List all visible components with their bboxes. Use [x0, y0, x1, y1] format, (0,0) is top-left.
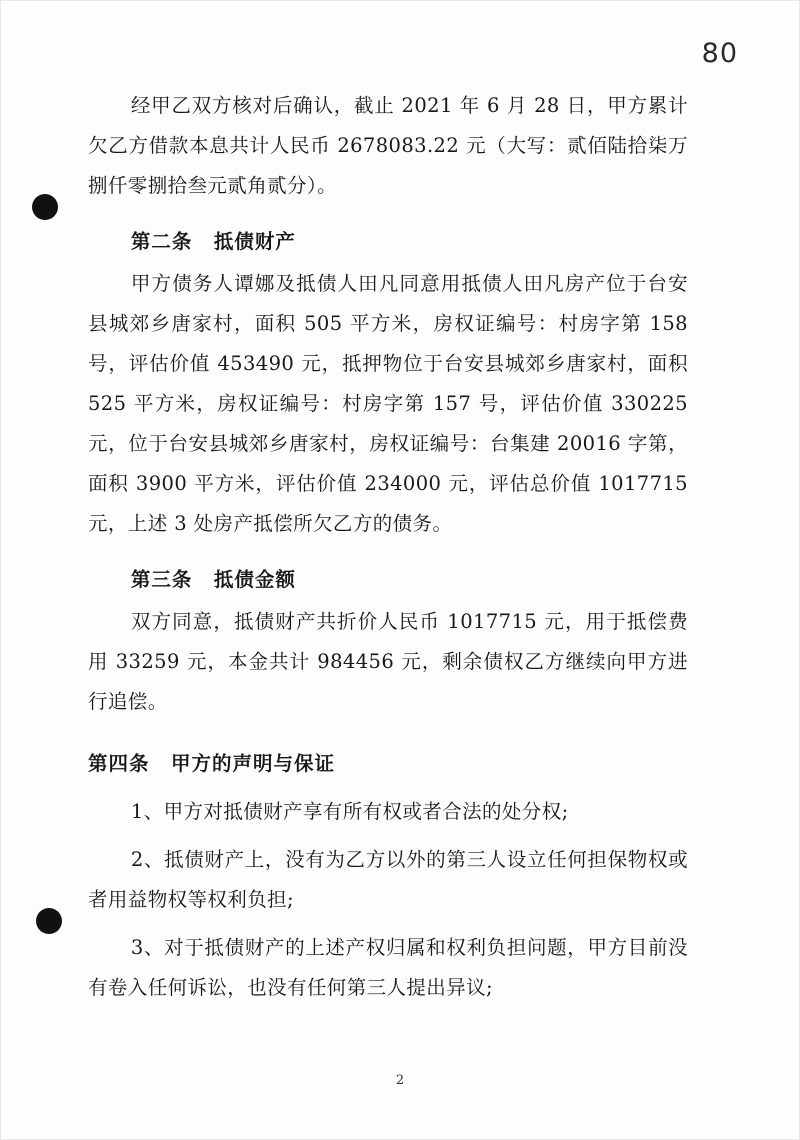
- paragraph-clause-3: 3、对于抵债财产的上述产权归属和权利负担问题，甲方目前没有卷入任何诉讼，也没有任何第三人提出异议;: [88, 936, 688, 999]
- heading-number: 第三条: [130, 568, 193, 591]
- document-body: [88, 86, 688, 1010]
- heading-article-two: [88, 222, 688, 262]
- heading-number: 第二条: [130, 230, 193, 253]
- paragraph-debt-confirmation: 经甲乙双方核对后确认，截止 2021 年 6 月 28 日，甲方累计欠乙方借款本息共计人民币 2678083.22 元（大写：贰佰陆拾柒万捌仟零捌拾叁元贰角贰分）。: [88, 94, 688, 197]
- heading-title: 甲方的声明与保证: [170, 752, 335, 775]
- page-number: 2: [395, 1073, 405, 1088]
- paragraph-clause-2: 2、抵债财产上，没有为乙方以外的第三人设立任何担保物权或者用益物权等权利负担;: [88, 848, 688, 911]
- paragraph-debt-property: 甲方债务人谭娜及抵债人田凡同意用抵债人田凡房产位于台安县城郊乡唐家村，面积 505 平方米，房权证编号：村房字第 158 号，评估价值 453490 元，抵押物位于台安县城郊乡唐家村，面积 525 平方米，房权证编号：村房字第 157 号，评估价值 330225 元，位于台安县城郊乡唐家村，房权证编号：台集建 20016 字第，面积 3900 平方米，评估价值 234000 元，评估总价值 1017715 元，上述 3 处房产抵偿所欠乙方的债务。: [88, 272, 688, 535]
- heading-article-four: [88, 744, 688, 784]
- heading-title: 抵债财产: [213, 230, 296, 253]
- paragraph-clause-1: 1、甲方对抵债财产享有所有权或者合法的处分权;: [130, 800, 569, 823]
- folio-stamp: 80: [701, 38, 738, 69]
- paragraph-debt-amount: 双方同意，抵债财产共折价人民币 1017715 元，用于抵偿费用 33259 元，本金共计 984456 元，剩余债权乙方继续向甲方进行追偿。: [88, 610, 688, 713]
- heading-title: 抵债金额: [213, 568, 296, 591]
- heading-number: 第四条: [88, 752, 150, 775]
- ink-dot-marker: [36, 908, 62, 934]
- ink-dot-marker: [32, 194, 58, 220]
- heading-article-three: [88, 560, 688, 600]
